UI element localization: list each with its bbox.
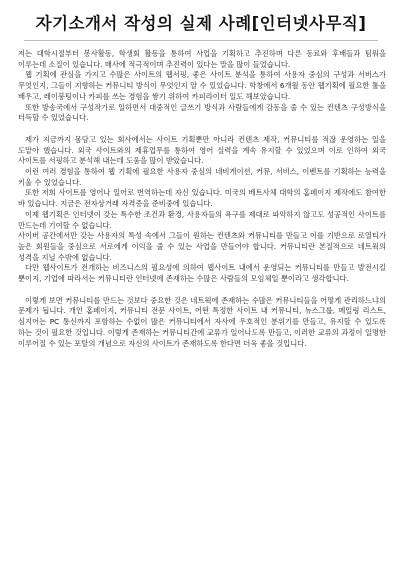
paragraph: 저는 대학시절부터 봉사활동, 학생회 활동을 통하여 사업을 기획하고 추진하며 다른 동료와 후배들과 팀워을 이루는데 소질이 있습니다. 매사에 적극적이며 추진력이 있다는 말을 많이 들었습니다. (18, 49, 386, 69)
paragraph: 제가 지금까지 몸담고 있는 회사에서는 사이트 기획뿐만 아니라 컨텐츠 제작, 커뮤니티를 적잖 운영하는 일을 도맡아 했습니다. 외국 사이트와의 제휴업무를 통하여 영어 실력을 계속 유지할 수 있었으며 이로 인하여 외국 사이트를 서핑하고 분석해 내는데 도움을 많이 받았습니다. (18, 134, 386, 166)
paragraph: 또한 방송국에서 구성작가로 일하면서 대중적인 글쓰기 방식과 사람들에게 감동을 줄 수 있는 컨텐츠 구성방식을 터득할 수 있었습니다. (18, 102, 386, 123)
paragraph: 사이버 공간에서만 갖는 사용자의 특성 속에서 그들이 원하는 컨텐츠와 커뮤니티를 만들고 이를 기반으로 로열티가 높은 회원들을 중심으로 서로에게 이익을 줄 수 있는 사업을 만들어야 합니다. 커뮤니티란 본질적으로 네트웍의 성격을 지닐 수밖에 없습니다. (18, 231, 386, 262)
paragraph: 또한 저희 사이트를 영어나 일어로 번역하는데 자신 있습니다. 미국의 베트사체 대학의 홈페이지 제작에도 참여한 바 있습니다. 지금은 전자상거래 자격증을 준비중에 있습니다. (18, 188, 386, 209)
paragraph: 다만 웹사이트가 전개하는 비즈니스의 필요성에 의하여 웹사이트 내에서 운영되는 커뮤니티를 만들고 발전시킬 뿐이지, 기업에 따라서는 커뮤니티란 인터넷에 존재하는 수많은 사람들의 모임체일 뿐이라고 생각합니다. (18, 263, 386, 284)
paragraph: 이런 여러 경험을 통하여 웹 기획에 필요한 사용자 중심의 네비게이션, 커뮤, 서비스, 이벤트를 기획하는 능력을 키울 수 있었습니다. (18, 167, 386, 187)
paragraph: 이제 웹기획은 인터넷이 갖는 특수한 조건과 환경, 사용자들의 욕구를 제대로 파악하지 않고도 성공적인 사이트를 만드는데 기여할 수 없습니다. (18, 209, 386, 230)
document-body (18, 49, 386, 349)
paragraph-gap (18, 124, 386, 135)
paragraph: 이렇게 보면 커뮤니티를 만드는 것보다 중요한 것은 네트웍에 존재하는 수많은 커뮤니티들을 어떻게 관리하느냐의 문제가 됩니다. 개인 홈페이지, 커뮤니티 전문 사이트, 어떤 특정한 사이트 내 커뮤니티, 뉴스그룹, 메일링 리스트, 심지어는 PC 통신까지 포함하는 수없이 많은 커뮤니티에서 자사에 우호적인 분위기를 만들고, 유지할 수 있도록 하는 것이 필요한 것입니다. 이렇게 존재하는 커뮤니티간에 교류가 일어나도록 만들고, 이러한 교류의 과정이 일명한 이루어질 수 있는 포탈의 개념으로 자신의 사이트가 존재하도록 한다면 더욱 좋을 것입니다. (18, 295, 386, 348)
paragraph-gap (18, 285, 386, 296)
paragraph: 웹 기획에 관심을 가지고 수많은 사이트의 웹서핑, 좋은 사이트 분석을 통하여 사용자 중심의 구성과 서비스가 무엇인지, 그들이 지향하는 커뮤니티 방식이 무엇인지 알 수 있었습니다. 학창에서 6개월 동안 웹기획에 필요한 툴을 배우고, 레이붕팅이나 카피를 쓰는 경험을 쌓기 위하여 카피라이터 일도 해보았습니다. (18, 70, 386, 101)
document-title: 자기소개서 작성의 실제 사례[인터넷사무직] (35, 14, 367, 33)
title-block (24, 10, 378, 41)
